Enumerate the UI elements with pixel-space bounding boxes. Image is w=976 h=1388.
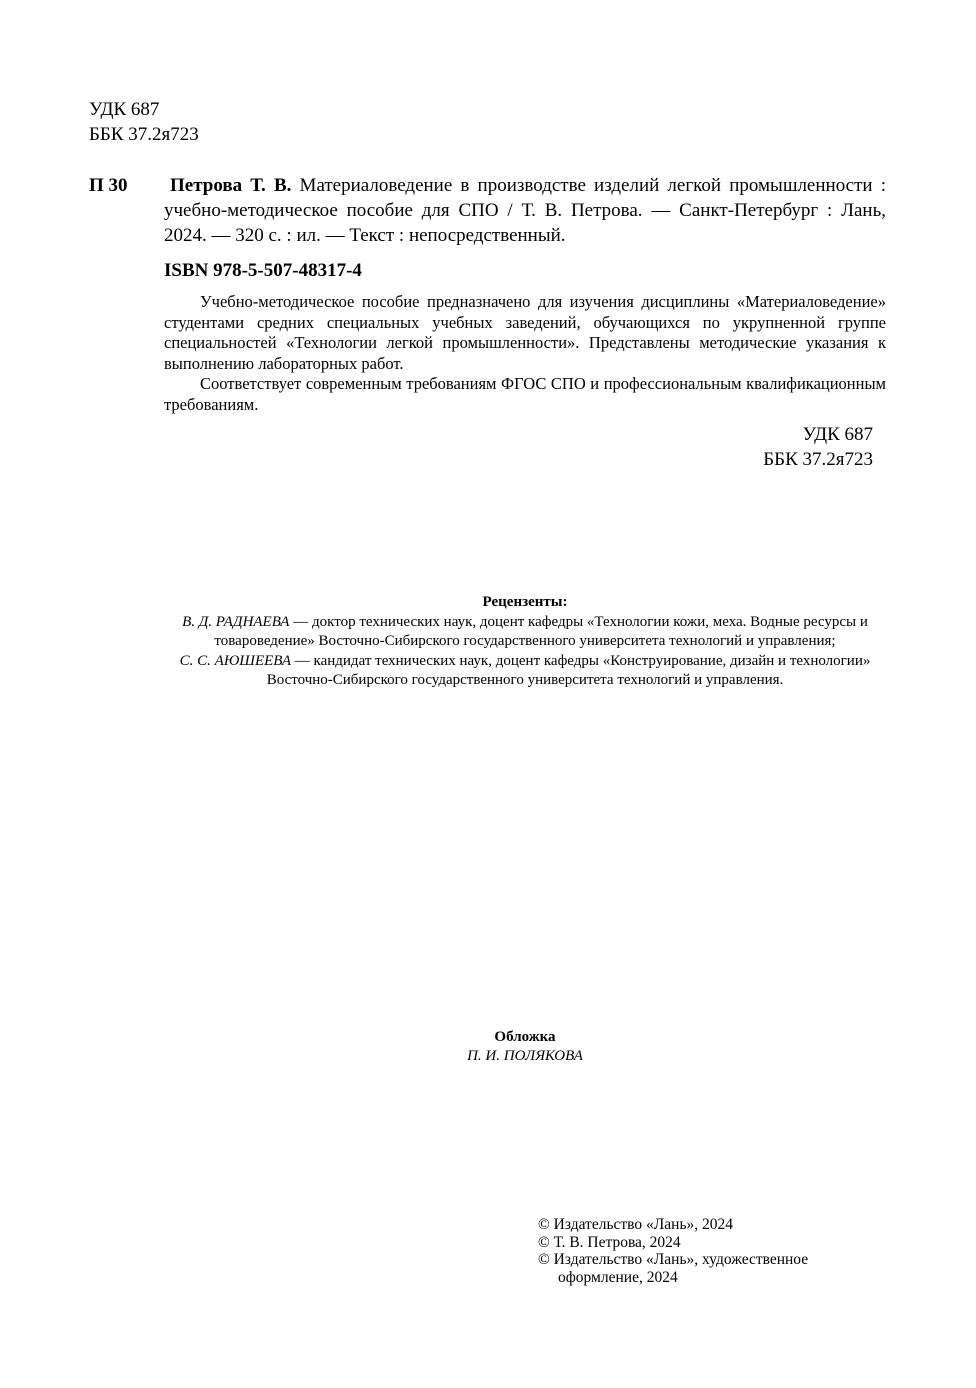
reviewer-description: — доктор технических наук, доцент кафедры «Технологии кожи, меха. Водные ресурсы и товароведение» Восточно-Сибирского государственного университета технологий и управления; <box>214 613 868 649</box>
annotation <box>164 292 886 415</box>
copyright-line: © Издательство «Лань», 2024 <box>538 1216 734 1233</box>
book-description: Материаловедение в производстве изделий легкой промышленности : учебно-методическое пособие для СПО / Т. В. Петрова. — Санкт-Петербург : Лань, 2024. — 320 с. : ил. — Текст : непосредственный. <box>164 175 887 246</box>
annotation-paragraph: Учебно-методическое пособие предназначено для изучения дисциплины «Материаловедение» студентами средних специальных учебных заведений, обучающихся по укрупненной группе специальностей «Технологии легкой промышленности». Представлены методические указания к выполнению лабораторных работ. <box>164 292 886 373</box>
copyright-block <box>538 1216 878 1286</box>
copyright-line: оформление, 2024 <box>558 1268 678 1286</box>
cover-title: Обложка <box>494 1029 556 1045</box>
reviewers-block <box>164 593 886 691</box>
copyright-line: © Т. В. Петрова, 2024 <box>538 1233 681 1251</box>
cover-designer: П. И. ПОЛЯКОВА <box>467 1048 583 1064</box>
bbk-code: ББК 37.2я723 <box>763 449 873 470</box>
bibliographic-record <box>164 173 886 248</box>
reviewer-name: В. Д. РАДНАЕВА <box>182 613 290 630</box>
reviewers-title: Рецензенты: <box>482 594 568 610</box>
reviewer-name: С. С. АЮШЕЕВА <box>179 652 292 669</box>
bbk-code: ББК 37.2я723 <box>89 124 199 145</box>
cover-credit <box>164 1028 886 1066</box>
author-name: Петрова Т. В. <box>170 175 292 196</box>
catalog-code: П 30 <box>89 175 128 196</box>
reviewer-entry <box>164 613 886 652</box>
udk-code: УДК 687 <box>802 424 873 445</box>
reviewer-description: — кандидат технических наук, доцент кафедры «Конструирование, дизайн и технологии» Восточно-Сибирского государственного университета технологий и управления. <box>266 652 871 688</box>
isbn: ISBN 978-5-507-48317-4 <box>164 260 362 281</box>
udk-code: УДК 687 <box>89 99 160 120</box>
classification-bottom <box>700 422 873 472</box>
reviewer-entry <box>164 652 886 691</box>
classification-top <box>89 97 199 147</box>
copyright-line: © Издательство «Лань», художественное <box>538 1251 809 1268</box>
annotation-paragraph: Соответствует современным требованиям ФГОС СПО и профессиональным квалификационным требованиям. <box>164 374 886 414</box>
